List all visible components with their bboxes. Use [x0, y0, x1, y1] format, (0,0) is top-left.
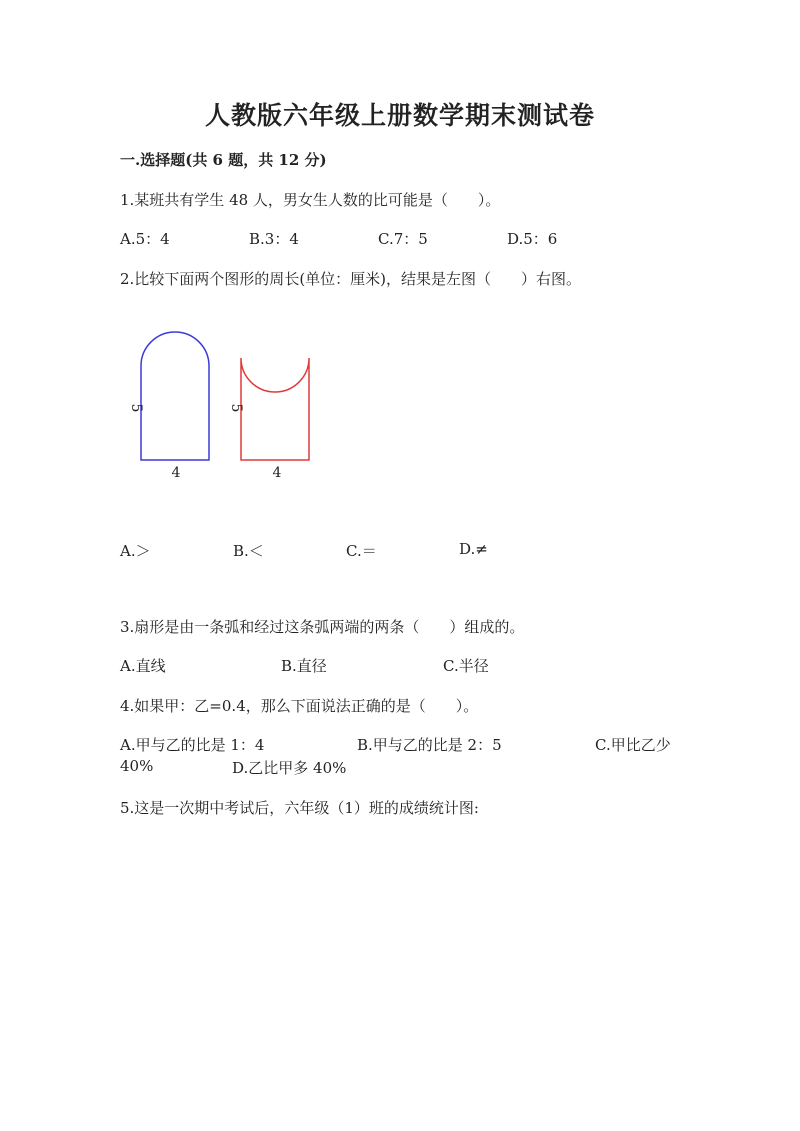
- question-3-text: 3.扇形是由一条弧和经过这条弧两端的两条（ ）组成的。: [120, 618, 525, 636]
- q3-option-b[interactable]: B.直径: [281, 657, 327, 675]
- perimeter-figures: [120, 320, 330, 490]
- question-5-text: 5.这是一次期中考试后，六年级（1）班的成绩统计图:: [120, 799, 479, 817]
- question-1-text: 1.某班共有学生 48 人，男女生人数的比可能是（ ）。: [120, 191, 501, 209]
- question-4-text: 4.如果甲：乙=0.4，那么下面说法正确的是（ ）。: [120, 697, 479, 715]
- left-height-label: 5: [128, 403, 144, 413]
- q1-option-d[interactable]: D.5：6: [507, 230, 558, 248]
- q2-option-d[interactable]: D.≠: [459, 540, 488, 558]
- q2-option-a[interactable]: A.＞: [120, 542, 151, 560]
- question-2-text: 2.比较下面两个图形的周长(单位：厘米)，结果是左图（ ）右图。: [120, 270, 582, 288]
- q3-option-c[interactable]: C.半径: [443, 657, 489, 675]
- exam-title: 人教版六年级上册数学期末测试卷: [204, 101, 595, 130]
- q1-option-a[interactable]: A.5：4: [120, 230, 170, 248]
- section-heading: 一.选择题(共 6 题，共 12 分): [120, 151, 327, 169]
- q4-option-c[interactable]: C.甲比乙少: [595, 736, 671, 754]
- q2-option-b[interactable]: B.＜: [233, 542, 264, 560]
- q4-option-b[interactable]: B.甲与乙的比是 2：5: [357, 736, 502, 754]
- q3-option-a[interactable]: A.直线: [120, 657, 166, 675]
- q1-option-b[interactable]: B.3：4: [249, 230, 299, 248]
- q2-option-c[interactable]: C.＝: [346, 542, 377, 560]
- q4-option-a[interactable]: A.甲与乙的比是 1：4: [120, 736, 265, 754]
- right-shape-cutout: [241, 358, 309, 460]
- q4-option-d[interactable]: D.乙比甲多 40%: [232, 759, 347, 777]
- right-height-label: 5: [228, 403, 244, 413]
- q1-option-c[interactable]: C.7：5: [378, 230, 428, 248]
- q4-option-c-continued: 40%: [120, 757, 154, 775]
- right-width-label: 4: [272, 465, 282, 481]
- left-shape-arch: [141, 332, 209, 460]
- left-width-label: 4: [171, 465, 181, 481]
